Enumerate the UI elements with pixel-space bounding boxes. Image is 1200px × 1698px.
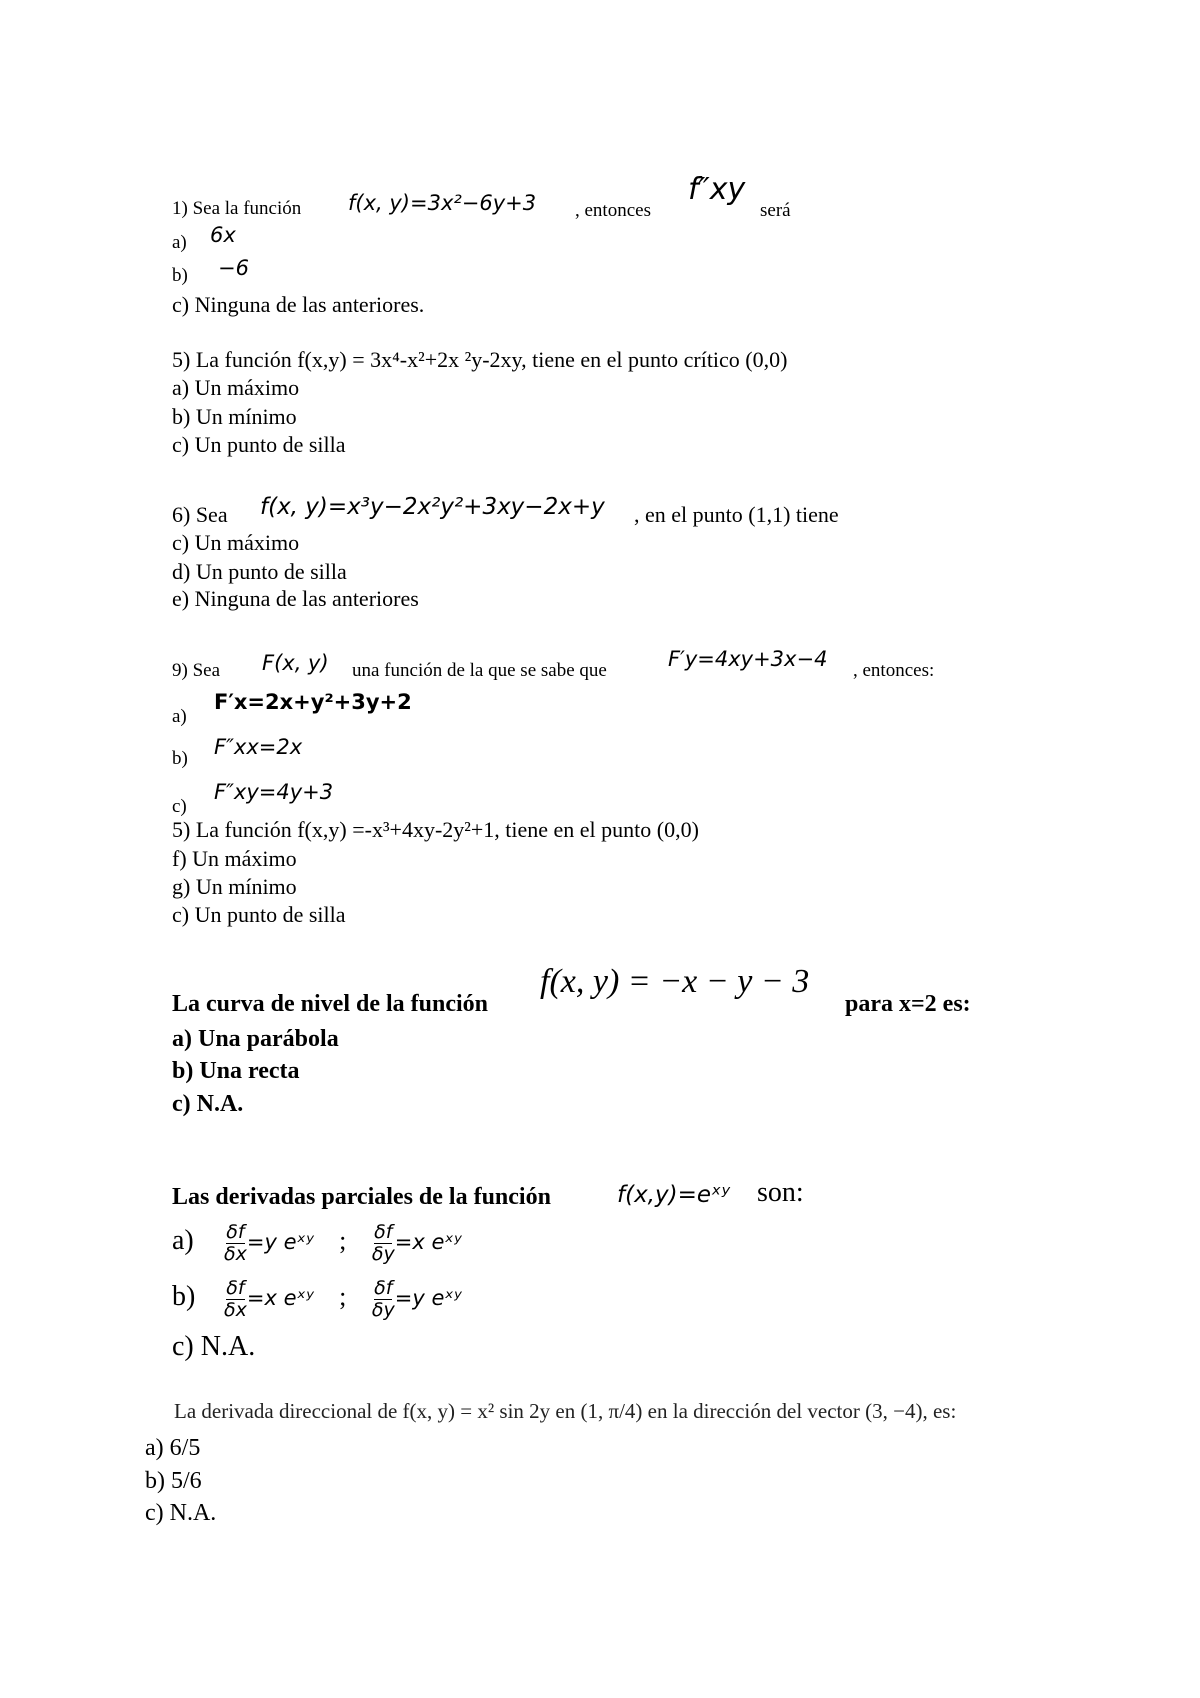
separator: ; <box>339 1282 347 1311</box>
q1-a: a) <box>172 232 187 253</box>
frac-num: δf <box>226 1221 245 1244</box>
curva-a: a) Una parábola <box>172 1026 339 1052</box>
q9-a-val: F′x=2x+y²+3y+2 <box>214 690 412 714</box>
q1-intro: 1) Sea la función <box>172 198 302 219</box>
frac-num: δf <box>374 1221 393 1244</box>
q9-mid: una función de la que se sabe que <box>352 660 607 681</box>
curva-formula: f(x, y) = −x − y − 3 <box>540 963 810 1000</box>
curva-end: para x=2 es: <box>845 991 971 1017</box>
frac-rhs: =y eˣʸ <box>394 1286 462 1310</box>
q5a-c: c) Un punto de silla <box>172 432 346 457</box>
dir-text: La derivada direccional de f(x, y) = x² sin 2y en (1, π/4) en la dirección del vector (3, −4), es: <box>174 1399 957 1423</box>
q9-given: F′y=4xy+3x−4 <box>668 647 828 671</box>
q1-c: c) Ninguna de las anteriores. <box>172 292 425 317</box>
q6-intro: 6) Sea <box>172 502 228 527</box>
q9-intro: 9) Sea <box>172 660 221 681</box>
q5b-c: c) Un punto de silla <box>172 902 346 927</box>
q1-mid: , entonces <box>575 200 651 221</box>
frac-den: δy <box>371 1243 395 1266</box>
q9-func: F(x, y) <box>262 651 329 675</box>
q9-c: c) <box>172 796 187 817</box>
q5a-b: b) Un mínimo <box>172 404 297 429</box>
curva-b: b) Una recta <box>172 1058 300 1084</box>
q9-b-val: F″xx=2x <box>214 735 303 759</box>
dir-c: c) N.A. <box>145 1500 217 1526</box>
q1-b: b) <box>172 265 188 286</box>
q1-b-val: −6 <box>218 256 249 280</box>
q1-formula: f(x, y)=3x²−6y+3 <box>348 191 537 215</box>
q1-a-val: 6x <box>210 223 236 247</box>
curva-c: c) N.A. <box>172 1091 244 1117</box>
q6-e: e) Ninguna de las anteriores <box>172 586 419 611</box>
frac-rhs: =x eˣʸ <box>394 1230 462 1254</box>
dir-b: b) 5/6 <box>145 1468 202 1494</box>
parc-intro: Las derivadas parciales de la función <box>172 1184 551 1210</box>
q6-formula: f(x, y)=x³y−2x²y²+3xy−2x+y <box>260 494 605 520</box>
frac-den: δx <box>224 1299 247 1322</box>
frac-den: δx <box>224 1243 247 1266</box>
parc-a: a) <box>172 1225 194 1256</box>
q9-b: b) <box>172 748 188 769</box>
parc-formula: f(x,y)=eˣʸ <box>617 1182 730 1208</box>
q5b-g: g) Un mínimo <box>172 874 297 899</box>
parc-b: b) <box>172 1281 196 1312</box>
q9-c-val: F″xy=4y+3 <box>214 780 334 804</box>
q5a-text: 5) La función f(x,y) = 3x⁴-x²+2x ²y-2xy, tiene en el punto crítico (0,0) <box>172 347 788 372</box>
q6-c: c) Un máximo <box>172 530 300 555</box>
q9-a: a) <box>172 706 187 727</box>
q6-d: d) Un punto de silla <box>172 559 347 584</box>
curva-intro: La curva de nivel de la función <box>172 991 489 1017</box>
q1-end: será <box>760 200 791 221</box>
parc-end: son: <box>757 1177 804 1208</box>
separator: ; <box>339 1226 347 1255</box>
q5b-text: 5) La función f(x,y) =-x³+4xy-2y²+1, tiene en el punto (0,0) <box>172 817 699 842</box>
parc-a-val <box>224 1216 462 1267</box>
frac-num: δf <box>226 1277 245 1300</box>
q5b-f: f) Un máximo <box>172 846 297 871</box>
frac-num: δf <box>374 1277 393 1300</box>
frac-rhs: =x eˣʸ <box>246 1286 314 1310</box>
q5a-a: a) Un máximo <box>172 375 300 400</box>
parc-c: c) N.A. <box>172 1331 256 1362</box>
dir-a: a) 6/5 <box>145 1435 201 1461</box>
q9-end: , entonces: <box>853 660 935 681</box>
q6-end: , en el punto (1,1) tiene <box>634 502 839 527</box>
q1-deriv: f″xy <box>688 172 746 207</box>
parc-b-val <box>224 1272 462 1323</box>
frac-den: δy <box>371 1299 395 1322</box>
frac-rhs: =y eˣʸ <box>246 1230 314 1254</box>
